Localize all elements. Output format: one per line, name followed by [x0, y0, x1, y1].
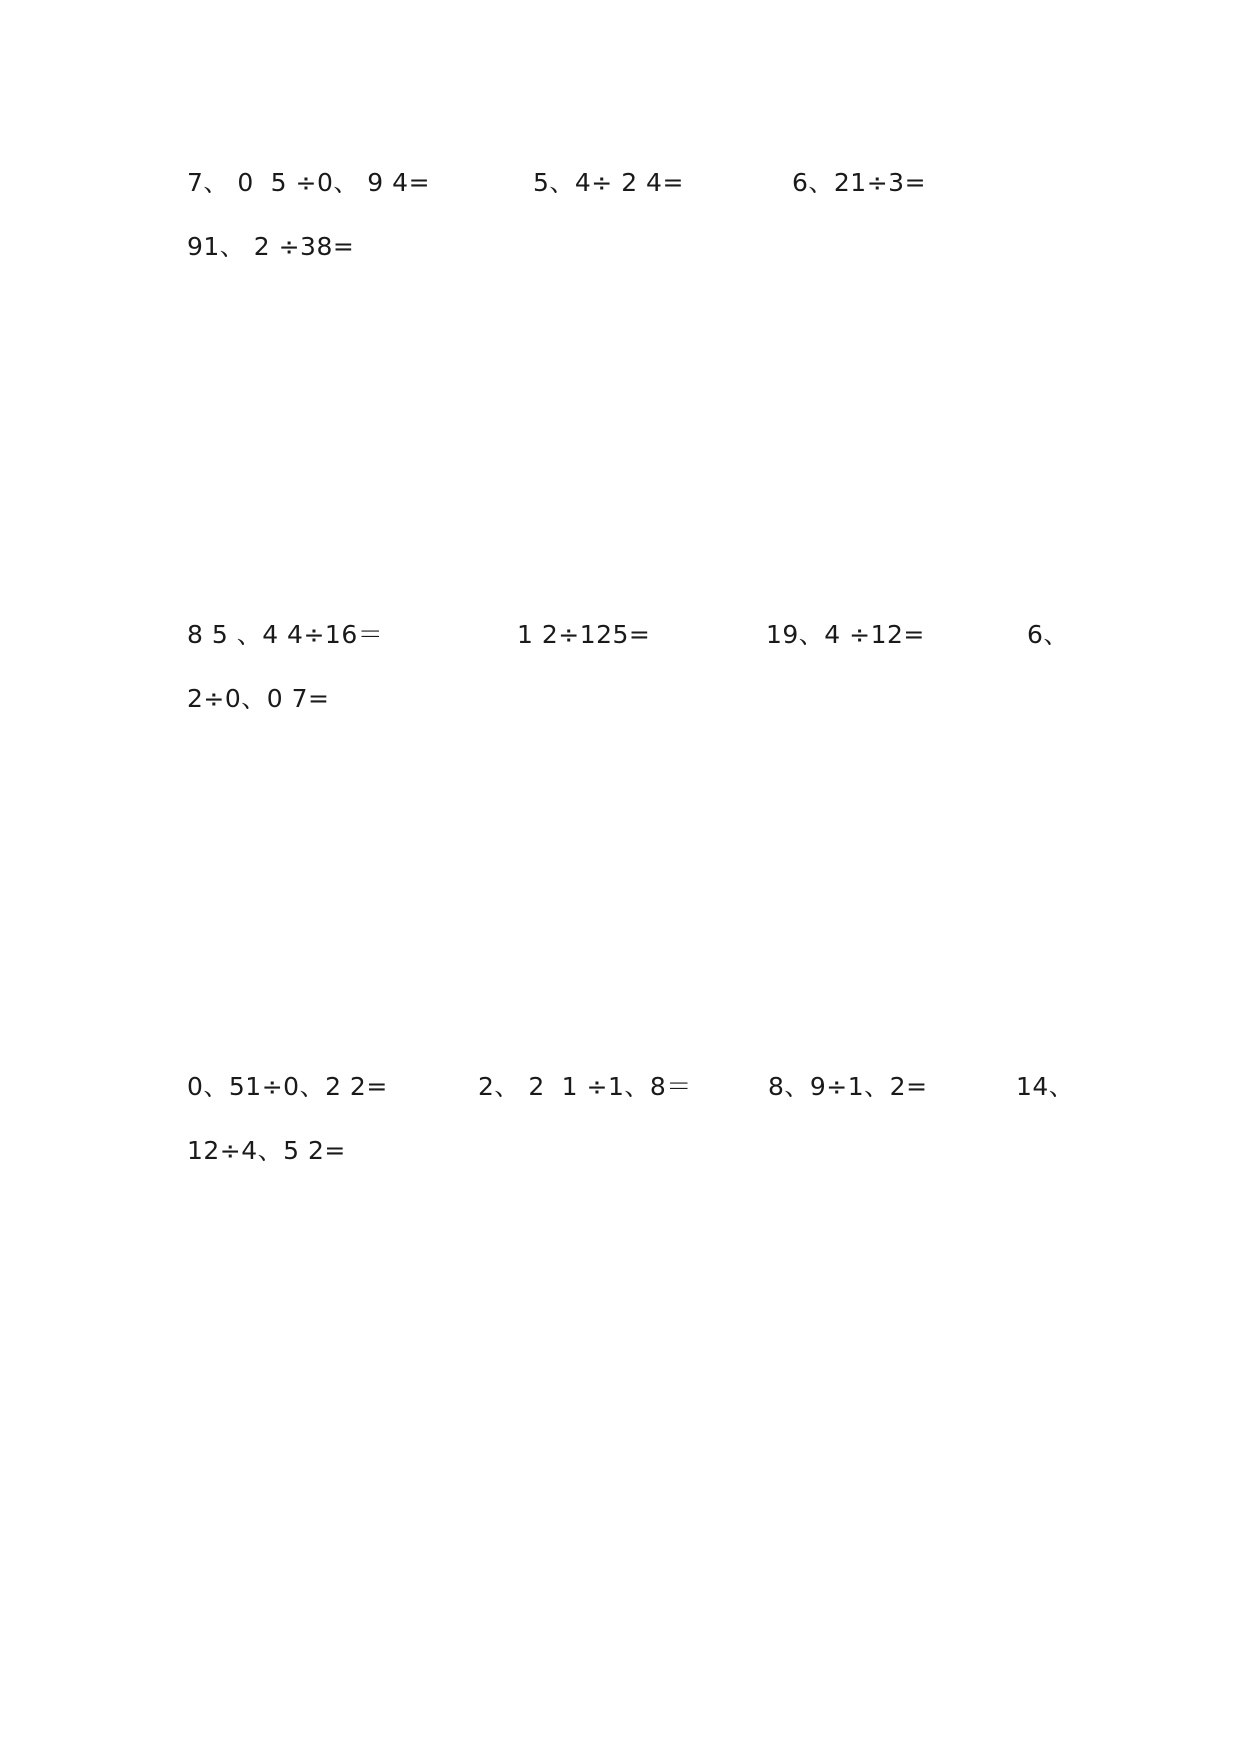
problem-12-start: 14、	[1016, 1072, 1075, 1101]
problem-8-continued: 2÷0、0 7=	[187, 684, 347, 713]
problem-8-start: 6、	[1027, 620, 1069, 649]
problem-2: 5、4÷ 2 4=	[533, 168, 684, 197]
problem-7: 19、4 ÷12=	[766, 620, 925, 649]
problem-11: 8、9÷1、2=	[768, 1072, 928, 1101]
problem-12-continued: 12÷4、5 2=	[187, 1136, 346, 1165]
problem-9: 0、51÷0、2 2=	[187, 1072, 388, 1101]
problem-6: 1 2÷125=	[517, 620, 651, 649]
problem-4: 91、 2 ÷38=	[187, 232, 355, 261]
problem-10: 2、 2 1 ÷1、8＝	[478, 1072, 692, 1101]
problem-5: 8 5 、4 4÷16＝	[187, 620, 384, 649]
problem-1: 7、 0 5 ÷0、 9 4=	[187, 168, 431, 197]
problem-3: 6、21÷3=	[792, 168, 927, 197]
